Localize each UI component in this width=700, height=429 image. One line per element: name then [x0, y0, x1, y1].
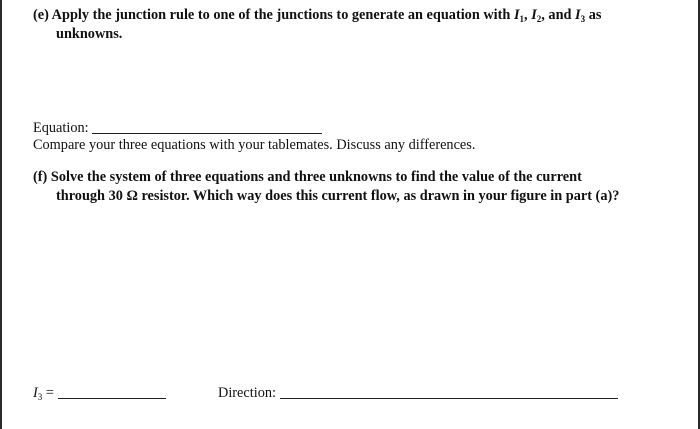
question-f [33, 168, 683, 206]
i3-equals: = [45, 385, 54, 401]
i3-answer-blank[interactable] [58, 386, 166, 399]
direction-answer-line [218, 384, 618, 402]
question-f-line2: through 30 Ω resistor. Which way does this current flow, as drawn in your figure in part (a)? [56, 188, 620, 204]
equation-label: Equation: [33, 120, 89, 136]
question-e-line2: unknowns. [56, 26, 123, 42]
direction-answer-blank[interactable] [280, 386, 618, 399]
question-e: (e) Apply the junction rule to one of the junctions to generate an equation with $I_1$, $I_2$, and $I_3$ as unknowns. [33, 6, 673, 44]
variable-i3: $I_3$ [575, 7, 586, 24]
question-f-label: (f) [33, 169, 48, 185]
i3-answer-line [33, 384, 166, 402]
question-e-text: Apply the junction rule to one of the junctions to generate an equation with [51, 7, 511, 23]
question-f-line1: Solve the system of three equations and three unknowns to find the value of the current [50, 169, 582, 185]
question-e-label: (e) [33, 7, 49, 23]
variable-i2: $I_2$ [531, 7, 542, 24]
equation-line [33, 119, 322, 137]
left-page-edge [0, 0, 2, 429]
compare-instruction: Compare your three equations with your tablemates. Discuss any differences. [33, 137, 476, 153]
direction-label: Direction: [218, 385, 276, 401]
equation-answer-blank[interactable] [92, 121, 322, 134]
question-e-text-end: as [588, 7, 602, 23]
i3-symbol: $I_3$ [33, 385, 43, 402]
variable-i1: $I_1$ [513, 7, 525, 24]
